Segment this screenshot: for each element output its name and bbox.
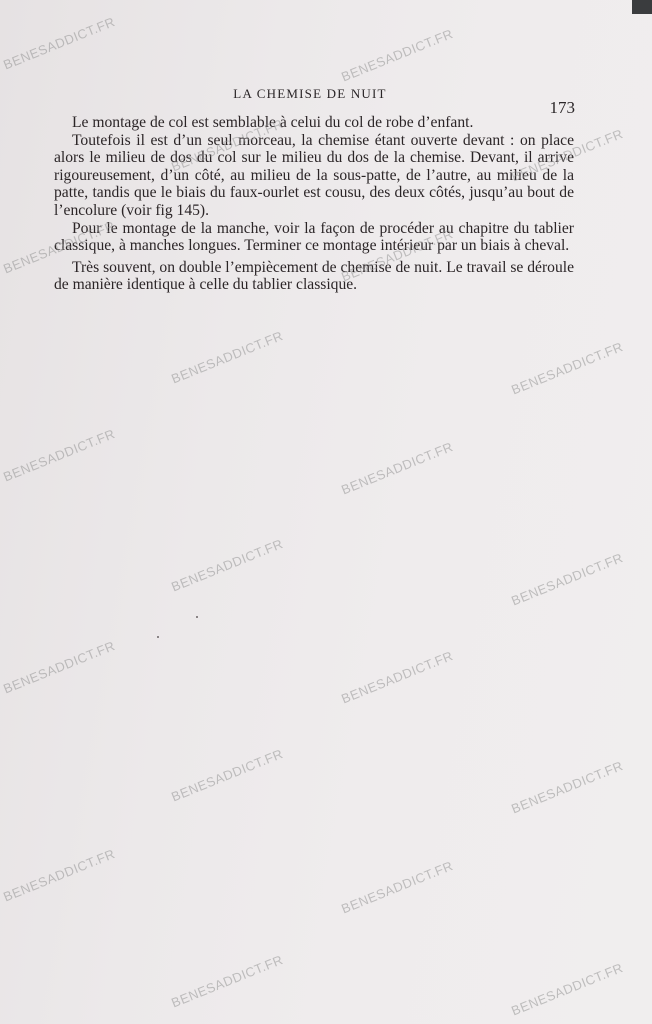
paragraph: Toutefois il est d’un seul morceau, la chemise étant ouverte devant : on place alors le milieu de dos du col sur le milieu du dos de la chemise. Devant, il arrive rigoureusement, d’un côté, au milieu de la sous-patte, de l’autre, au milieu de la patte, tandis que le biais du faux-ourlet est cousu, des deux côtés, jusqu’au bout de l’encolure (voir fig 145). [54, 131, 574, 219]
watermark: BENESADDICT.FR [509, 549, 626, 609]
watermark: BENESADDICT.FR [1, 13, 118, 73]
watermark: BENESADDICT.FR [509, 959, 626, 1019]
watermark: BENESADDICT.FR [509, 125, 626, 185]
page-number: 173 [549, 98, 575, 117]
paper-speck [157, 636, 159, 638]
watermark: BENESADDICT.FR [339, 25, 456, 85]
watermark: BENESADDICT.FR [339, 225, 456, 285]
paragraph: Le montage de col est semblable à celui du col de robe d’enfant. [72, 114, 474, 131]
watermark: BENESADDICT.FR [169, 535, 286, 595]
watermark: BENESADDICT.FR [1, 637, 118, 697]
watermark: BENESADDICT.FR [169, 745, 286, 805]
watermark: BENESADDICT.FR [1, 425, 118, 485]
watermark: BENESADDICT.FR [509, 757, 626, 817]
watermark: BENESADDICT.FR [169, 951, 286, 1011]
watermark: BENESADDICT.FR [339, 438, 456, 498]
paper-speck [196, 616, 198, 618]
paragraph: Pour le montage de la manche, voir la façon de procéder au chapitre du tablier classique, à manches longues. Terminer ce montage intérieur par un biais à cheval. [54, 219, 574, 255]
watermark: BENESADDICT.FR [1, 217, 118, 277]
watermark: BENESADDICT.FR [1, 845, 118, 905]
watermark: BENESADDICT.FR [509, 338, 626, 398]
running-title: LA CHEMISE DE NUIT [233, 86, 387, 101]
watermark: BENESADDICT.FR [339, 647, 456, 707]
body-text [54, 114, 574, 294]
page-edge-shadow [632, 0, 652, 14]
watermark: BENESADDICT.FR [169, 115, 286, 175]
watermark: BENESADDICT.FR [169, 327, 286, 387]
paragraph: Très souvent, on double l’empiècement de chemise de nuit. Le travail se déroule de manière identique à celle du tablier classique. [54, 258, 574, 294]
watermark: BENESADDICT.FR [339, 857, 456, 917]
